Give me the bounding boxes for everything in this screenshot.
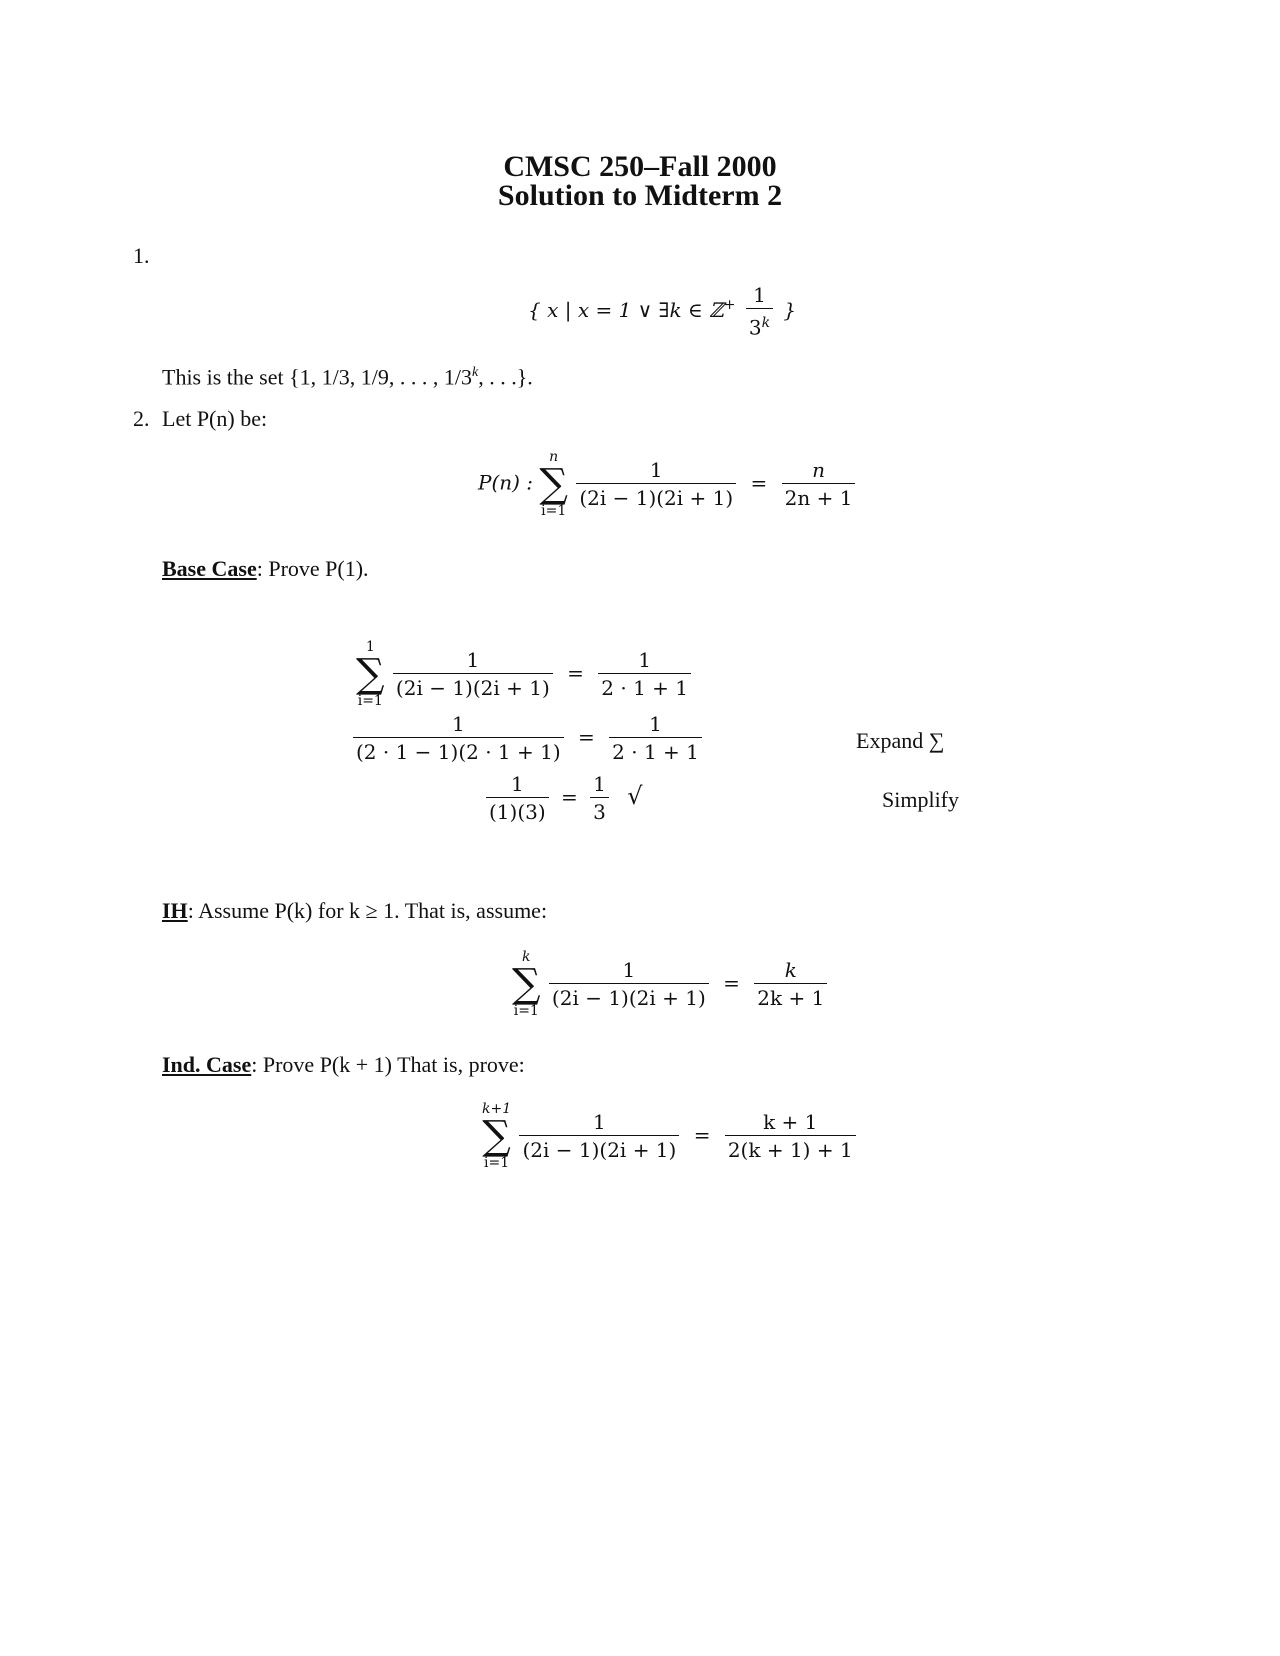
base-rhs-3-num: 1 <box>593 772 606 796</box>
base-step3-term <box>486 773 549 823</box>
pn-sum-upper: n <box>549 449 559 465</box>
base-rhs-1-num: 1 <box>638 648 651 672</box>
pn-equals: = <box>750 470 768 495</box>
base-rhs-1-den: 2 · 1 + 1 <box>598 673 691 699</box>
pn-term-den: (2i − 1)(2i + 1) <box>576 483 736 509</box>
base-equals-2: = <box>578 724 595 749</box>
ih-label: IH <box>162 898 188 923</box>
note-expand: Expand ∑ <box>856 728 945 753</box>
set-description-end: , . . .}. <box>478 364 533 390</box>
set-plus: + <box>723 297 736 314</box>
base-sum-upper: 1 <box>365 639 375 655</box>
note-simplify: Simplify <box>882 787 960 812</box>
sigma-symbol: ∑ <box>512 961 541 1007</box>
ih-term-num: 1 <box>622 958 636 982</box>
sigma-symbol: ∑ <box>539 461 568 507</box>
base-rhs-3 <box>590 773 609 823</box>
base-case-label: Base Case <box>162 556 257 581</box>
pn-rhs-den: 2n + 1 <box>782 483 856 509</box>
set-description-text: This is the set {1, 1/3, 1/9, . . . , 1/3 <box>162 364 472 390</box>
pn-term <box>576 459 736 509</box>
pn-rhs-num: n <box>812 458 826 482</box>
checkmark-icon: √ <box>627 781 643 810</box>
ind-sum <box>482 1102 511 1170</box>
base-step3-den: (1)(3) <box>486 797 549 823</box>
ih-sum-lower: i=1 <box>513 1003 539 1019</box>
pn-lhs: P(n) : <box>478 470 534 495</box>
base-step2-num: 1 <box>451 712 465 736</box>
base-step2-den: (2 · 1 − 1)(2 · 1 + 1) <box>353 737 564 763</box>
ih-rhs <box>754 959 827 1009</box>
ind-term <box>519 1111 679 1161</box>
ih-term-den: (2i − 1)(2i + 1) <box>549 983 709 1009</box>
base-line-1 <box>356 640 691 708</box>
base-rhs-1 <box>598 649 691 699</box>
pn-definition <box>478 450 855 518</box>
ind-rhs-num: k + 1 <box>763 1110 818 1134</box>
set-description-exp: k <box>472 365 479 380</box>
set-fraction-num: 1 <box>753 283 766 307</box>
ind-rhs-den: 2(k + 1) + 1 <box>725 1135 856 1161</box>
pn-term-num: 1 <box>649 458 663 482</box>
sigma-symbol: ∑ <box>356 651 385 697</box>
set-den-base: 3 <box>748 315 762 340</box>
set-definition <box>528 284 796 339</box>
ind-equals: = <box>693 1122 711 1147</box>
ih-heading <box>162 898 547 924</box>
ih-sum <box>512 950 541 1018</box>
base-step3-num: 1 <box>510 772 524 796</box>
base-line-3 <box>486 773 643 823</box>
ind-sum-upper: k+1 <box>482 1101 512 1117</box>
pn-rhs <box>782 459 856 509</box>
ind-case-label: Ind. Case <box>162 1052 252 1077</box>
problem-2-intro: Let P(n) be: <box>162 406 268 431</box>
base-rhs-2-num: 1 <box>649 712 662 736</box>
base-sum <box>356 640 385 708</box>
ih-rhs-den: 2k + 1 <box>754 983 827 1009</box>
base-term-den: (2i − 1)(2i + 1) <box>393 673 553 699</box>
base-line-2 <box>353 713 702 763</box>
set-close: } <box>783 297 797 322</box>
ih-sum-upper: k <box>522 949 531 965</box>
base-step2-term <box>353 713 564 763</box>
base-rhs-2-den: 2 · 1 + 1 <box>609 737 702 763</box>
ih-text: : Assume P(k) for k ≥ 1. That is, assume: <box>187 898 548 923</box>
ind-case-text: : Prove P(k + 1) That is, prove: <box>251 1052 525 1077</box>
problem-1-number: 1. <box>133 243 150 268</box>
set-fraction <box>746 284 773 339</box>
ih-equals: = <box>723 970 740 995</box>
ind-equation <box>482 1102 856 1170</box>
pn-sum-lower: i=1 <box>541 503 567 519</box>
title-line-1: CMSC 250–Fall 2000 <box>503 150 777 183</box>
ind-term-den: (2i − 1)(2i + 1) <box>519 1135 679 1161</box>
ind-rhs <box>725 1111 856 1161</box>
base-term <box>393 649 553 699</box>
ind-sum-lower: i=1 <box>484 1155 510 1171</box>
ih-rhs-num: k <box>784 958 797 982</box>
base-equals-1: = <box>567 660 584 685</box>
set-den-exp: k <box>761 315 771 331</box>
base-term-num: 1 <box>466 648 480 672</box>
ind-case-heading <box>162 1052 525 1078</box>
pn-sum <box>539 450 568 518</box>
sigma-symbol: ∑ <box>482 1113 511 1159</box>
base-sum-lower: i=1 <box>357 693 383 709</box>
ih-equation <box>512 950 827 1018</box>
set-description <box>162 360 533 390</box>
problem-2-number: 2. <box>133 406 150 431</box>
set-open: { x | x = 1 ∨ ∃k ∈ ℤ <box>528 297 724 322</box>
set-fraction-den <box>746 308 773 339</box>
base-equals-3: = <box>561 784 578 809</box>
title-line-2: Solution to Midterm 2 <box>497 179 783 212</box>
ind-term-num: 1 <box>593 1110 606 1134</box>
base-case-text: : Prove P(1). <box>256 556 369 581</box>
base-rhs-3-den: 3 <box>590 797 609 823</box>
base-rhs-2 <box>609 713 702 763</box>
base-case-heading <box>162 556 369 582</box>
ih-term <box>549 959 709 1009</box>
